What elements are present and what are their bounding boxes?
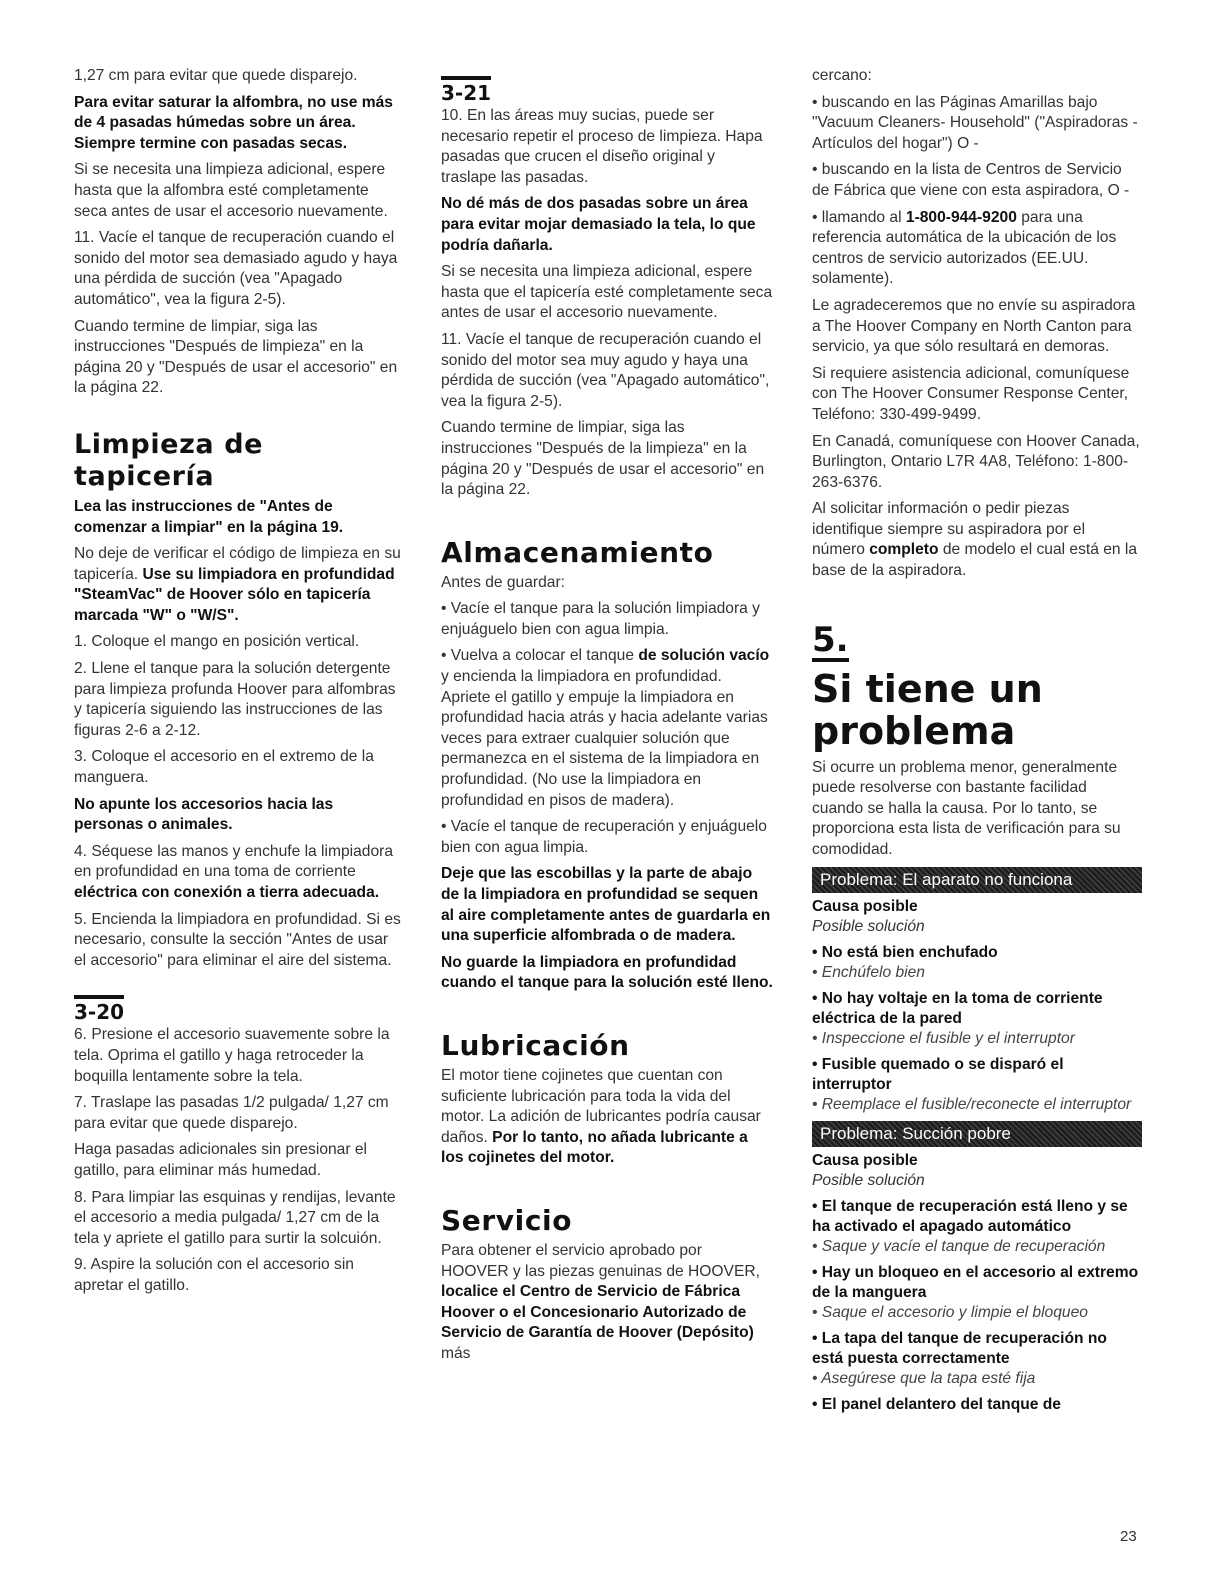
text: y encienda la limpiadora en profundidad. Apriete el gatillo y empuje la limpiadora en profundidad hacia atrás y hacia adelante varias veces para extraer cualquier solución que permanezca en el sistema de la limpiadora en profundidad. (No use la limpiadora en profundidad en pisos de madera). — [441, 668, 768, 809]
text: El motor tiene cojinetes que cuentan con suficiente lubricación para toda la vida del motor. La adición de lubricantes podría causar daños. — [441, 1066, 761, 1146]
step: 6. Presione el accesorio suavemente sobre la tela. Oprima el gatillo y haga retroceder la boquilla lentamente sobre la tela. — [74, 1026, 390, 1085]
warning-text: No dé más de dos pasadas sobre un área para evitar mojar demasiado la tela, lo que podría dañarla. — [441, 195, 756, 254]
bold-text: Por lo tanto, no añada lubricante a los cojinetes del motor. — [441, 1128, 748, 1167]
column-left — [74, 66, 404, 1303]
text: No deje de verificar el código de limpieza en su tapicería. — [74, 545, 401, 583]
step: 1. Coloque el mango en posición vertical. — [74, 633, 360, 651]
paragraph — [812, 499, 1142, 581]
step: 2. Llene el tanque para la solución detergente para limpieza profunda Hoover para alfombras y tapicería siguiendo las instrucciones de las figuras 2-6 a 2-12. — [74, 660, 396, 739]
problem-item: • No hay voltaje en la toma de corriente eléctrica de la pared — [812, 989, 1103, 1027]
bold-text: completo — [869, 541, 939, 559]
paragraph: Si se necesita una limpieza adicional, espere hasta que la alfombra esté completamente seca antes de usar el accesorio nuevamente. — [74, 161, 388, 220]
problem-solution: • Saque el accesorio y limpie el bloqueo — [812, 1303, 1088, 1321]
problem-list — [812, 943, 1142, 1115]
text: Al solicitar información o pedir piezas identifique siempre su aspiradora por el número — [812, 500, 1086, 559]
step: 8. Para limpiar las esquinas y rendijas, levante el accesorio a media pulgada/ 1,27 cm de la tela y apriete el gatillo para surtir la solcuión. — [74, 1188, 396, 1247]
problem-header-bar: Problema: El aparato no funciona — [812, 867, 1142, 893]
paragraph: 1,27 cm para evitar que quede disparejo. — [74, 67, 358, 84]
problem-item: • La tapa del tanque de recuperación no está puesta correctamente — [812, 1329, 1107, 1367]
problem-solution: • Asegúrese que la tapa esté fija — [812, 1369, 1036, 1387]
problem-solution: • Saque y vacíe el tanque de recuperación — [812, 1237, 1106, 1255]
text: para una referencia automática de la ubicación de los centros de servicio autorizados (EE.UU. solamente). — [812, 208, 1117, 288]
paragraph — [441, 1241, 773, 1365]
warning-text: No apunte los accesorios hacia las personas o animales. — [74, 795, 334, 834]
paragraph: Si se necesita una limpieza adicional, espere hasta que el tapicería esté completamente seca antes de usar el accesorio nuevamente. — [441, 263, 773, 322]
problem-solution: • Enchúfelo bien — [812, 963, 925, 981]
step: 3. Coloque el accesorio en el extremo de la manguera. — [74, 748, 374, 787]
warning-text: Deje que las escobillas y la parte de abajo de la limpiadora en profundidad se sequen al aire completamente antes de guardarla en una superficie alfombrada o de madera. — [441, 865, 771, 945]
figure-label-3-21: 3-21 — [441, 76, 491, 104]
paragraph: Si requiere asistencia adicional, comuníquese con The Hoover Consumer Response Center, Teléfono: 330-499-9499. — [812, 364, 1130, 423]
phone-number: 1-800-944-9200 — [905, 208, 1017, 226]
step: 9. Aspire la solución con el accesorio sin apretar el gatillo. — [74, 1256, 354, 1294]
section-heading-almacenamiento: Almacenamiento — [441, 535, 714, 569]
paragraph: 11. Vacíe el tanque de recuperación cuando el sonido del motor sea demasiado agudo y haya una pérdida de succión (vea "Apagado automático", vea la figura 2-5). — [74, 229, 398, 308]
bold-text: Use su limpiadora en profundidad "SteamVac" de Hoover sólo en tapicería marcada "W" o "W/S". — [74, 565, 395, 624]
step: 7. Traslape las pasadas 1/2 pulgada/ 1,27 cm para evitar que quede disparejo. — [74, 1094, 389, 1132]
bullet-item: • buscando en las Páginas Amarillas bajo "Vacuum Cleaners- Household" ("Aspiradoras - Artículos del hogar") O - — [812, 93, 1138, 152]
problem-item: • El tanque de recuperación está lleno y se ha activado el apagado automático — [812, 1197, 1128, 1235]
problem-item: • El panel delantero del tanque de — [812, 1395, 1061, 1413]
step: 5. Encienda la limpiadora en profundidad. Si es necesario, consulte la sección "Antes de usar el accesorio" para eliminar el aire del sistema. — [74, 910, 401, 969]
text: Para obtener el servicio aprobado por HOOVER y las piezas genuinas de HOOVER, — [441, 1241, 760, 1280]
paragraph — [74, 544, 404, 626]
problem-solution: • Reemplace el fusible/reconecte el interruptor — [812, 1095, 1132, 1113]
column-right — [812, 66, 1142, 1415]
paragraph: En Canadá, comuníquese con Hoover Canada, Burlington, Ontario L7R 4A8, Teléfono: 1-800- 263-6376. — [812, 432, 1140, 491]
paragraph: Si ocurre un problema menor, generalmente puede resolverse con bastante facilidad cuando se halla la causa. Por lo tanto, se proporciona esta lista de verificación para su comodidad. — [812, 758, 1121, 859]
bold-text: eléctrica con conexión a tierra adecuada. — [74, 884, 380, 901]
section-heading-tapiceria: Limpieza de tapicería — [74, 428, 264, 492]
step — [74, 842, 404, 904]
problem-list — [812, 1197, 1142, 1415]
problem-item: • Fusible quemado o se disparó el interruptor — [812, 1055, 1064, 1093]
bullet-item — [441, 646, 773, 811]
solution-label: Posible solución — [812, 917, 925, 935]
warning-text: Para evitar saturar la alfombra, no use más de 4 pasadas húmedas sobre un área. Siempre termine con pasadas secas. — [74, 93, 393, 152]
section-heading-lubricacion: Lubricación — [441, 1028, 630, 1062]
instruction-note: Lea las instrucciones de "Antes de comenzar a limpiar" en la página 19. — [74, 497, 344, 536]
problem-header-bar: Problema: Succión pobre — [812, 1121, 1142, 1147]
bullet-item — [812, 208, 1142, 290]
text: de modelo el cual está en la base de la aspiradora. — [812, 541, 1138, 580]
text: más — [441, 1344, 471, 1362]
cause-label: Causa posible — [812, 1151, 918, 1169]
step: 11. Vacíe el tanque de recuperación cuando el sonido del motor sea muy agudo y haya una pérdida de succión (vea "Apagado automático", vea la figura 2-5). — [441, 330, 770, 410]
chapter-number: 5. — [812, 619, 849, 660]
text: • llamando al — [812, 208, 902, 226]
bold-text: localice el Centro de Servicio de Fábrica Hoover o el Concesionario Autorizado de Servicio de Garantía de Hoover (Depósito) — [441, 1283, 754, 1342]
cause-label: Causa posible — [812, 897, 918, 915]
paragraph: Haga pasadas adicionales sin presionar el gatillo, para eliminar más humedad. — [74, 1141, 367, 1179]
bold-text: de solución vacío — [638, 647, 770, 665]
warning-text: No guarde la limpiadora en profundidad cuando el tanque para la solución esté lleno. — [441, 953, 773, 992]
solution-label: Posible solución — [812, 1171, 925, 1189]
paragraph — [441, 1066, 773, 1169]
paragraph: cercano: — [812, 67, 872, 84]
paragraph: Le agradeceremos que no envíe su aspiradora a The Hoover Company en North Canton para servicio, ya que sólo resultará en demoras. — [812, 296, 1136, 356]
paragraph: Cuando termine de limpiar, siga las instrucciones "Después de limpieza" en la página 20 y "Después de usar el accesorio" en la página 22. — [74, 317, 398, 397]
step: 10. En las áreas muy sucias, puede ser necesario repetir el proceso de limpieza. Hapa pasadas que crucen el diseño original y traslape las pasadas. — [441, 107, 763, 186]
section-heading-servicio: Servicio — [441, 1203, 573, 1237]
paragraph: Antes de guardar: — [441, 573, 565, 591]
problem-solution: • Inspeccione el fusible y el interruptor — [812, 1029, 1075, 1047]
bullet-item: • Vacíe el tanque para la solución limpiadora y enjuáguelo bien con agua limpia. — [441, 600, 760, 638]
text: 4. Séquese las manos y enchufe la limpiadora en profundidad en una toma de corriente — [74, 842, 393, 881]
problem-item: • Hay un bloqueo en el accesorio al extremo de la manguera — [812, 1263, 1139, 1301]
figure-label-3-20: 3-20 — [74, 995, 124, 1023]
chapter-title: Si tiene un problema — [812, 666, 1043, 753]
column-middle — [441, 76, 773, 1371]
text: • Vuelva a colocar el tanque — [441, 647, 634, 665]
bullet-item: • Vacíe el tanque de recuperación y enjuáguelo bien con agua limpia. — [441, 818, 767, 856]
bullet-item: • buscando en la lista de Centros de Servicio de Fábrica que viene con esta aspiradora, O - — [812, 161, 1130, 199]
page-number: 23 — [1120, 1528, 1137, 1545]
paragraph: Cuando termine de limpiar, siga las instrucciones "Después de la limpieza" en la página 20 y "Después de usar el accesorio" en la página 22. — [441, 419, 765, 499]
problem-item: • No está bien enchufado — [812, 943, 998, 961]
